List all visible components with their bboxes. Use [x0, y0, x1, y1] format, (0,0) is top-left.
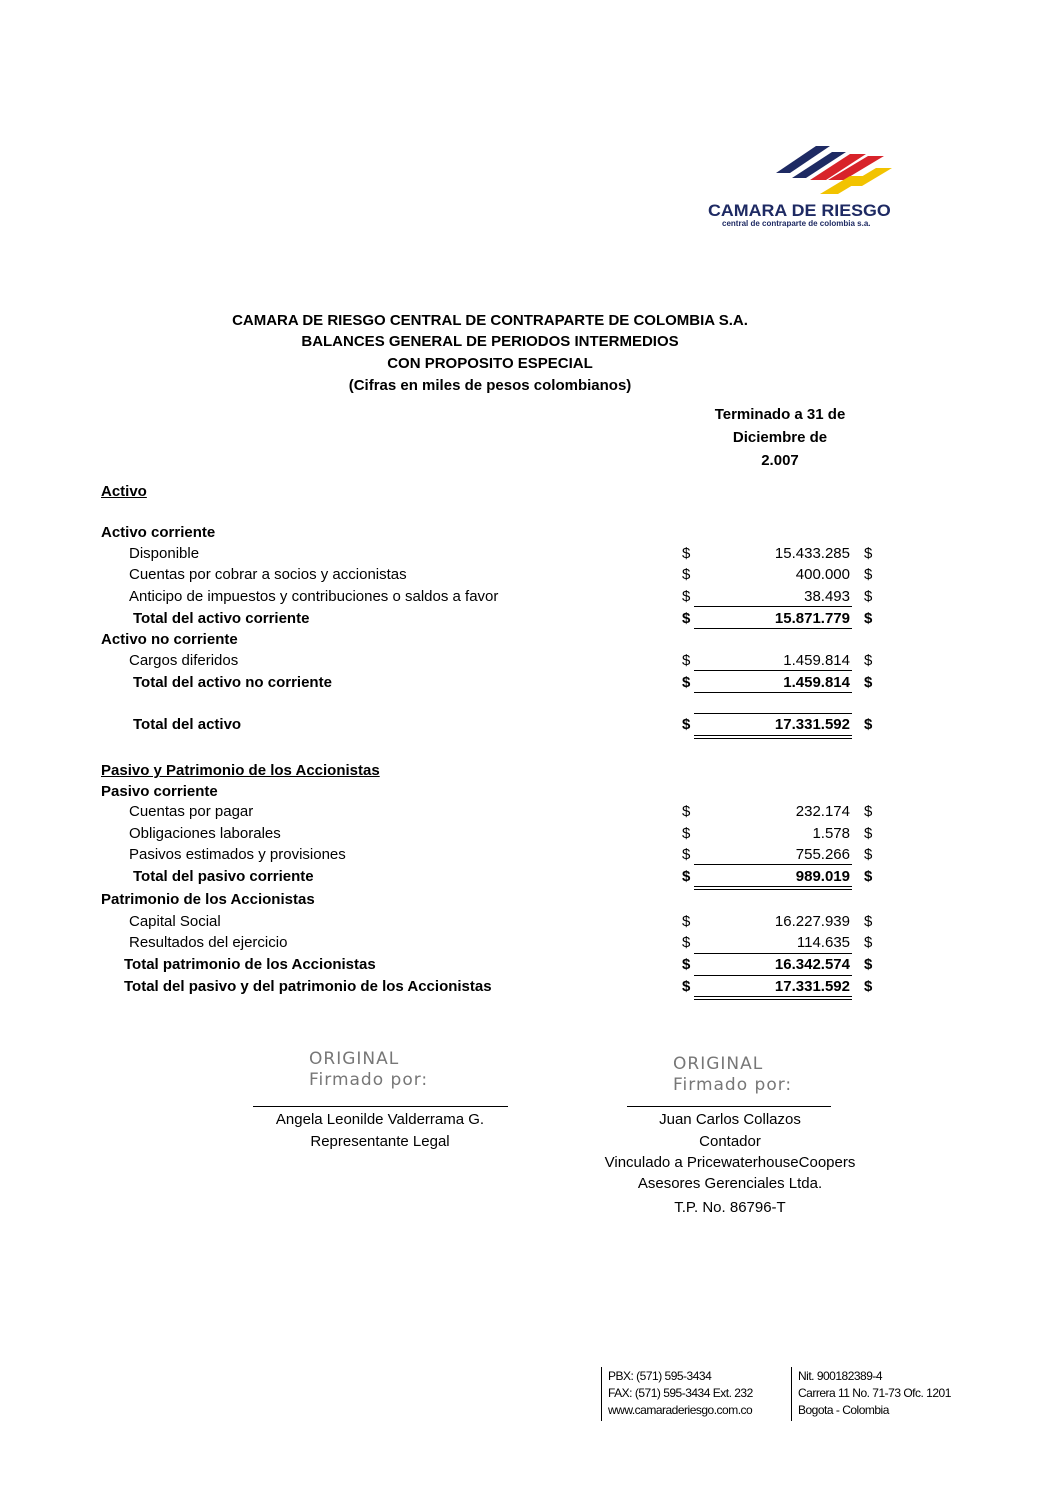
currency-symbol: $: [864, 545, 873, 562]
obligaciones-value: 1.578: [812, 825, 850, 842]
currency-symbol: $: [682, 868, 691, 885]
pasivo-patrimonio-heading: Pasivo y Patrimonio de los Accionistas: [101, 762, 380, 779]
logo-subtitle: central de contraparte de colombia s.a.: [722, 219, 871, 228]
report-purpose: CON PROPOSITO ESPECIAL: [387, 355, 593, 372]
footer-nit: Nit. 900182389-4: [798, 1369, 883, 1383]
total-activo-corriente-value: 15.871.779: [774, 610, 850, 627]
signature-line-right: [627, 1106, 831, 1107]
disponible-value: 15.433.285: [774, 545, 850, 562]
capital-social-value: 16.227.939: [774, 913, 850, 930]
currency-symbol: $: [864, 588, 873, 605]
currency-symbol: $: [864, 978, 873, 995]
total-pasivo-patrimonio-value: 17.331.592: [774, 978, 850, 995]
subtotal-rule: [694, 670, 852, 671]
currency-symbol: $: [864, 803, 873, 820]
currency-symbol: $: [682, 610, 691, 627]
cuentas-pagar-label: Cuentas por pagar: [129, 803, 254, 820]
stamp-signed-by-text: Firmado por:: [673, 1075, 793, 1095]
logo-wordmark: CAMARA DE RIESGO: [708, 201, 891, 220]
currency-symbol: $: [682, 825, 691, 842]
resultados-label: Resultados del ejercicio: [129, 934, 288, 951]
footer-fax: FAX: (571) 595-3434 Ext. 232: [608, 1386, 753, 1400]
currency-symbol: $: [864, 566, 873, 583]
pasivos-estimados-label: Pasivos estimados y provisiones: [129, 846, 346, 863]
logo-stripes: [776, 146, 892, 194]
currency-symbol: $: [864, 652, 873, 669]
anticipo-value: 38.493: [804, 588, 850, 605]
total-activo-value: 17.331.592: [774, 716, 850, 733]
currency-symbol: $: [864, 825, 873, 842]
currency-symbol: $: [682, 588, 691, 605]
activo-no-corriente-heading: Activo no corriente: [101, 631, 238, 648]
total-activo-corriente-label: Total del activo corriente: [133, 610, 310, 627]
currency-symbol: $: [864, 934, 873, 951]
subtotal-rule: [694, 606, 852, 607]
total-activo-no-corriente-label: Total del activo no corriente: [133, 674, 332, 691]
double-rule: [694, 738, 852, 739]
capital-social-label: Capital Social: [129, 913, 221, 930]
currency-symbol: $: [682, 803, 691, 820]
signature-line-left: [253, 1106, 508, 1107]
currency-symbol: $: [682, 978, 691, 995]
currency-symbol: $: [682, 846, 691, 863]
company-title: CAMARA DE RIESGO CENTRAL DE CONTRAPARTE DE COLOMBIA S.A.: [232, 312, 748, 329]
signer-right-affiliation-2: Asesores Gerenciales Ltda.: [637, 1175, 823, 1192]
double-rule: [694, 889, 852, 890]
total-activo-no-corriente-value: 1.459.814: [783, 674, 850, 691]
footer-website[interactable]: www.camaraderiesgo.com.co: [608, 1403, 753, 1417]
total-rule-top: [694, 713, 852, 714]
total-activo-label: Total del activo: [133, 716, 242, 733]
total-rule: [694, 692, 852, 693]
total-pasivo-corriente-value: 989.019: [795, 868, 850, 885]
double-rule: [694, 999, 852, 1000]
patrimonio-heading: Patrimonio de los Accionistas: [101, 891, 315, 908]
stamp-original-text: ORIGINAL: [309, 1049, 400, 1069]
disponible-label: Disponible: [129, 545, 200, 562]
report-title: BALANCES GENERAL DE PERIODOS INTERMEDIOS: [301, 333, 679, 350]
signer-right-role: Contador: [699, 1133, 761, 1150]
double-rule: [694, 886, 852, 887]
currency-symbol: $: [864, 716, 873, 733]
signer-left-role: Representante Legal: [310, 1133, 450, 1150]
currency-symbol: $: [864, 846, 873, 863]
footer-city: Bogota - Colombia: [798, 1403, 889, 1417]
footer-divider: [601, 1367, 602, 1421]
cargos-diferidos-value: 1.459.814: [783, 652, 850, 669]
total-patrimonio-label: Total patrimonio de los Accionistas: [124, 956, 376, 973]
signer-right-name: Juan Carlos Collazos: [659, 1111, 801, 1128]
total-patrimonio-value: 16.342.574: [774, 956, 850, 973]
subtotal-rule: [694, 864, 852, 865]
cuentas-cobrar-label: Cuentas por cobrar a socios y accionistas: [129, 566, 407, 583]
signer-right-tp: T.P. No. 86796-T: [674, 1199, 786, 1216]
currency-symbol: $: [864, 610, 873, 627]
obligaciones-label: Obligaciones laborales: [129, 825, 281, 842]
cuentas-cobrar-value: 400.000: [795, 566, 850, 583]
column-header-line1: Terminado a 31 de: [714, 406, 846, 423]
cargos-diferidos-label: Cargos diferidos: [129, 652, 239, 669]
cuentas-pagar-value: 232.174: [795, 803, 850, 820]
currency-symbol: $: [682, 545, 691, 562]
anticipo-label: Anticipo de impuestos y contribuciones o saldos a favor: [129, 588, 499, 605]
signature-stamp-right: [673, 1054, 792, 1096]
signature-stamp-left: [309, 1049, 428, 1091]
currency-symbol: $: [682, 956, 691, 973]
subtotal-rule: [694, 953, 852, 954]
currency-symbol: $: [864, 868, 873, 885]
double-rule: [694, 735, 852, 736]
report-units: (Cifras en miles de pesos colombianos): [348, 377, 632, 394]
footer-address: Carrera 11 No. 71-73 Ofc. 1201: [798, 1386, 951, 1400]
stamp-signed-by-text: Firmado por:: [309, 1070, 429, 1090]
signer-left-name: Angela Leonilde Valderrama G.: [275, 1111, 485, 1128]
double-rule: [694, 996, 852, 997]
stamp-original-text: ORIGINAL: [673, 1054, 764, 1074]
activo-heading: Activo: [101, 483, 147, 500]
signer-right-affiliation-1: Vinculado a PricewaterhouseCoopers: [604, 1154, 856, 1171]
resultados-value: 114.635: [796, 934, 850, 951]
footer-divider: [791, 1367, 792, 1421]
total-pasivo-corriente-label: Total del pasivo corriente: [133, 868, 314, 885]
currency-symbol: $: [864, 956, 873, 973]
currency-symbol: $: [682, 934, 691, 951]
activo-corriente-heading: Activo corriente: [101, 524, 216, 541]
currency-symbol: $: [682, 652, 691, 669]
currency-symbol: $: [682, 913, 691, 930]
column-header-line3: 2.007: [761, 452, 799, 469]
currency-symbol: $: [682, 674, 691, 691]
currency-symbol: $: [682, 716, 691, 733]
footer-pbx: PBX: (571) 595-3434: [608, 1369, 712, 1383]
total-rule: [694, 628, 852, 629]
column-header-line2: Diciembre de: [732, 429, 828, 446]
total-rule: [694, 975, 852, 976]
pasivos-estimados-value: 755.266: [795, 846, 850, 863]
pasivo-corriente-heading: Pasivo corriente: [101, 783, 218, 800]
currency-symbol: $: [682, 566, 691, 583]
total-pasivo-patrimonio-label: Total del pasivo y del patrimonio de los Accionistas: [124, 978, 492, 995]
currency-symbol: $: [864, 913, 873, 930]
currency-symbol: $: [864, 674, 873, 691]
